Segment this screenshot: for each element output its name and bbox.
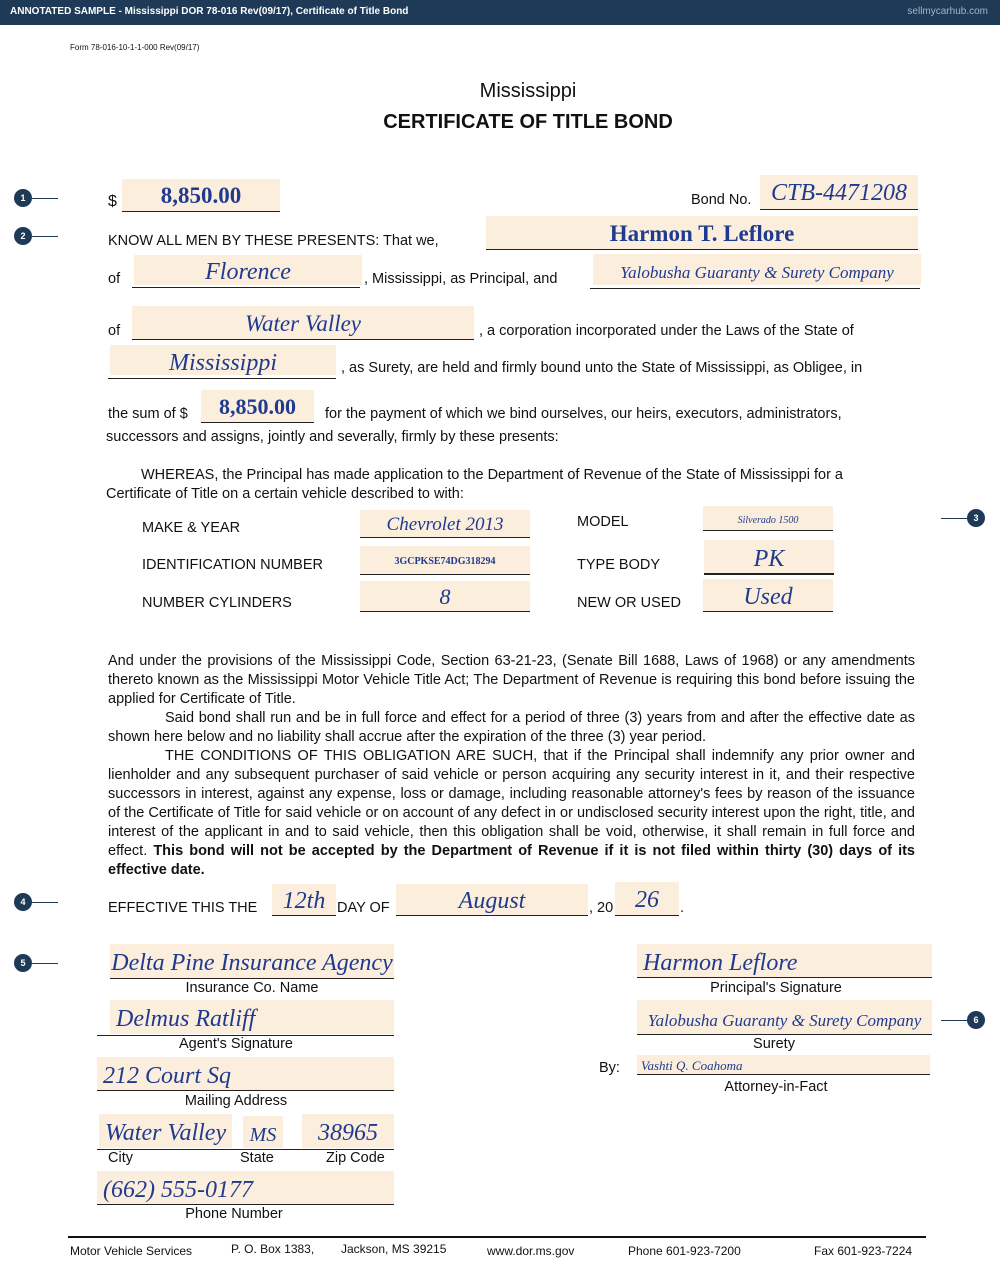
bond-amount-field[interactable]: 8,850.00: [122, 179, 280, 212]
annotation-marker-5: 5: [14, 954, 32, 972]
effective-month-field[interactable]: August: [396, 884, 588, 916]
vin-field[interactable]: 3GCPKSE74DG318294: [360, 546, 530, 575]
as-surety-text: , as Surety, are held and firmly bound unto the State of Mississippi, as Obligee, in: [341, 360, 863, 376]
effective-year-field[interactable]: 26: [615, 882, 679, 916]
bond-number-field[interactable]: CTB-4471208: [760, 175, 918, 210]
marker-leader-line: [941, 518, 967, 519]
agent-state-field[interactable]: MS: [243, 1116, 283, 1148]
phone-number-field[interactable]: (662) 555-0177: [97, 1171, 394, 1205]
phone-number-label: Phone Number: [185, 1206, 283, 1222]
footer-phone: Phone 601-923-7200: [628, 1244, 741, 1258]
as-principal-text: , Mississippi, as Principal, and: [364, 271, 558, 287]
banner-site-link[interactable]: sellmycarhub.com: [907, 6, 988, 17]
model-field[interactable]: Silverado 1500: [703, 506, 833, 531]
city-label: City: [108, 1150, 133, 1166]
state-label: State: [240, 1150, 274, 1166]
state-title: Mississippi: [479, 80, 577, 102]
number-cylinders-label: NUMBER CYLINDERS: [142, 595, 292, 611]
annotation-marker-4: 4: [14, 893, 32, 911]
make-year-field[interactable]: Chevrolet 2013: [360, 510, 530, 538]
surety-state-field[interactable]: Mississippi: [110, 345, 336, 375]
year-prefix-label: , 20: [589, 900, 614, 916]
marker-leader-line: [941, 1020, 967, 1021]
successors-text: successors and assigns, jointly and severally, firmly by these presents:: [106, 429, 559, 445]
marker-leader-line: [32, 963, 58, 964]
conditions-text: THE CONDITIONS OF THIS OBLIGATION ARE SUCH, that if the Principal shall indemnify any prior owner and lienholder and any subsequent purchaser of said vehicle or person acquiring any security interest in it, and their respective successors in interest, against any expense, loss or damage, including reasonable attorney's fees by reason of the issuance of the Certificate of Title for said vehicle or on account of any defect in or undisclosed security interest upon the right, title, and interest of the applicant in and to said vehicle, then this obligation shall be void, otherwise, it shall remain in full force and effect.: [108, 748, 915, 859]
surety-company-field[interactable]: Yalobusha Guaranty & Surety Company: [593, 254, 921, 285]
form-number: Form 78-016-10-1-1-000 Rev(09/17): [70, 43, 200, 52]
dollar-sign: $: [108, 193, 117, 210]
document-title: CERTIFICATE OF TITLE BOND: [383, 111, 673, 133]
type-body-label: TYPE BODY: [577, 557, 660, 573]
sum-amount-field[interactable]: 8,850.00: [201, 390, 314, 423]
type-body-field[interactable]: PK: [704, 540, 834, 575]
new-used-field[interactable]: Used: [703, 579, 833, 612]
provisions-paragraph: And under the provisions of the Mississippi Code, Section 63-21-23, (Senate Bill 1688, Laws of 1968) or any amendments thereto known as the Mississippi Motor Vehicle Title Act; The Department of Revenue is requiring this bond before issuing the applied for Certificate of Title.: [108, 653, 915, 707]
filing-deadline-warning: This bond will not be accepted by the Department of Revenue if it is not filed within thirty (30) days of its effective date.: [108, 843, 916, 878]
payment-text: for the payment of which we bind ourselves, our heirs, executors, administrators,: [325, 406, 842, 422]
agent-zip-field[interactable]: 38965: [302, 1114, 394, 1148]
principal-signature-label: Principal's Signature: [710, 980, 842, 996]
annotation-marker-3: 3: [967, 509, 985, 527]
know-all-text: KNOW ALL MEN BY THESE PRESENTS: That we,: [108, 233, 439, 249]
of-label: of: [108, 271, 121, 287]
conditions-paragraph: [108, 747, 915, 880]
surety-signature-field[interactable]: Yalobusha Guaranty & Surety Company: [637, 1000, 932, 1035]
by-label: By:: [599, 1060, 620, 1076]
banner-title: ANNOTATED SAMPLE - Mississippi DOR 78-016 Rev(09/17), Certificate of Title Bond: [10, 6, 409, 17]
annotation-marker-2: 2: [14, 227, 32, 245]
effective-day-field[interactable]: 12th: [272, 884, 336, 916]
footer-po-box: P. O. Box 1383,: [231, 1242, 315, 1256]
annotation-marker-1: 1: [14, 189, 32, 207]
of-label: of: [108, 323, 121, 339]
cylinders-field[interactable]: 8: [360, 581, 530, 612]
attorney-in-fact-field[interactable]: Vashti Q. Coahoma: [637, 1055, 930, 1075]
annotation-marker-6: 6: [967, 1011, 985, 1029]
footer-rule: [68, 1236, 926, 1238]
principal-city-underline: [132, 285, 360, 288]
agent-city-field[interactable]: Water Valley: [99, 1114, 232, 1148]
marker-leader-line: [32, 198, 58, 199]
new-or-used-label: NEW OR USED: [577, 595, 681, 611]
mailing-address-field[interactable]: 212 Court Sq: [97, 1057, 394, 1091]
marker-leader-line: [32, 902, 58, 903]
footer-department: Motor Vehicle Services: [70, 1244, 193, 1258]
effective-label: EFFECTIVE THIS THE: [108, 900, 258, 916]
surety-state-underline: [108, 377, 336, 379]
attorney-in-fact-label: Attorney-in-Fact: [724, 1079, 828, 1095]
sum-label: the sum of $: [108, 406, 188, 422]
bond-no-label: Bond No.: [691, 192, 752, 208]
insurance-company-label: Insurance Co. Name: [185, 980, 319, 996]
insurance-company-field[interactable]: Delta Pine Insurance Agency: [110, 944, 394, 979]
agent-signature-label: Agent's Signature: [178, 1036, 293, 1052]
mailing-address-label: Mailing Address: [184, 1093, 288, 1109]
identification-number-label: IDENTIFICATION NUMBER: [142, 557, 323, 573]
model-label: MODEL: [577, 514, 629, 530]
period: .: [680, 900, 685, 916]
whereas-line-2: Certificate of Title on a certain vehicle described to with:: [106, 486, 464, 502]
whereas-line-1: WHEREAS, the Principal has made application to the Department of Revenue of the State of Mississippi for a: [141, 467, 843, 483]
zip-code-label: Zip Code: [326, 1150, 385, 1166]
footer-city: Jackson, MS 39215: [341, 1242, 447, 1256]
surety-city-field[interactable]: Water Valley: [132, 306, 474, 340]
footer-website: www.dor.ms.gov: [487, 1244, 575, 1258]
principal-city-field[interactable]: Florence: [134, 255, 362, 285]
principal-name-field[interactable]: Harmon T. Leflore: [486, 216, 918, 250]
agent-signature-field[interactable]: Delmus Ratliff: [110, 1000, 394, 1034]
surety-company-underline: [590, 286, 920, 289]
annotation-banner: [0, 0, 1000, 25]
corporation-text: , a corporation incorporated under the Laws of the State of: [479, 323, 854, 339]
principal-signature-field[interactable]: Harmon Leflore: [637, 944, 932, 978]
day-of-label: DAY OF: [337, 900, 390, 916]
make-year-label: MAKE & YEAR: [142, 520, 241, 536]
bond-period-paragraph: Said bond shall run and be in full force and effect for a period of three (3) years from and after the effective date as shown here below and no liability shall accrue after the expiration of the three (3) year period.: [108, 710, 915, 745]
surety-label: Surety: [753, 1036, 795, 1052]
marker-leader-line: [32, 236, 58, 237]
footer-fax: Fax 601-923-7224: [814, 1244, 913, 1258]
